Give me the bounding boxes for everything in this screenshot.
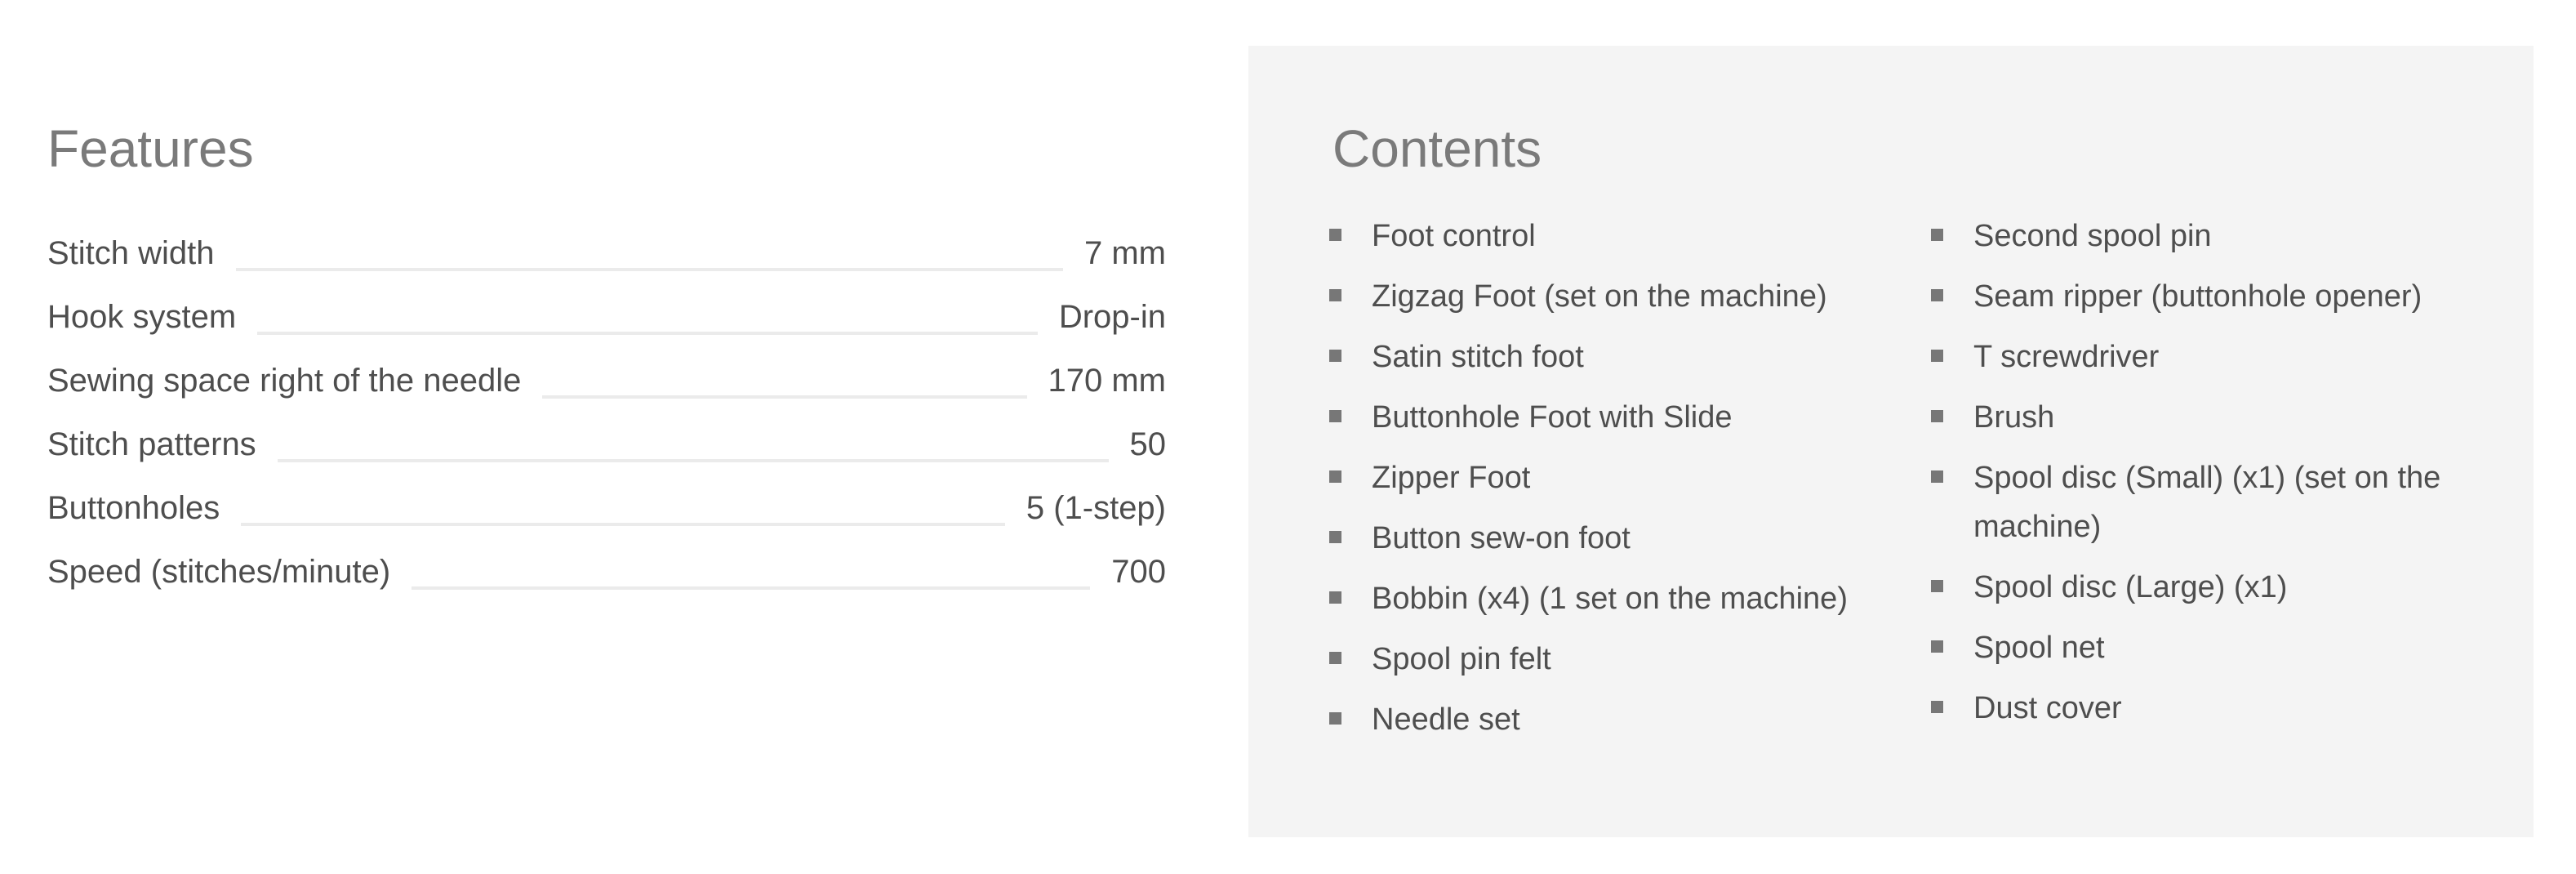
features-spec-table [47, 206, 1166, 588]
spec-value: 5 (1-step) [1026, 490, 1166, 526]
contents-item-label: Brush [1973, 400, 2055, 435]
bullet-square-icon [1931, 289, 1943, 301]
leader-line [241, 523, 1005, 526]
features-section [47, 119, 1166, 590]
spec-label: Stitch width [47, 235, 215, 271]
bullet-square-icon [1329, 229, 1341, 241]
features-heading: Features [47, 119, 254, 178]
contents-item [1329, 453, 1950, 502]
contents-item [1931, 393, 2476, 442]
contents-item-label: Satin stitch foot [1372, 340, 1584, 374]
spec-value: 700 [1111, 554, 1166, 590]
bullet-square-icon [1931, 580, 1943, 592]
spec-row [47, 270, 1166, 333]
bullet-square-icon [1931, 229, 1943, 241]
contents-item [1931, 563, 2476, 612]
contents-item-label: Bobbin (x4) (1 set on the machine) [1372, 582, 1848, 616]
leader-line [257, 332, 1038, 335]
contents-item [1329, 514, 1950, 563]
bullet-square-icon [1329, 350, 1341, 362]
contents-item-label: Button sew-on foot [1372, 521, 1631, 555]
contents-item [1931, 623, 2476, 672]
bullet-square-icon [1931, 701, 1943, 713]
spec-label: Buttonholes [47, 490, 220, 526]
contents-item [1329, 393, 1950, 442]
contents-item-label: Foot control [1372, 219, 1536, 253]
contents-item-label: Seam ripper (buttonhole opener) [1973, 279, 2423, 314]
contents-item [1329, 695, 1950, 744]
contents-item-label: Spool net [1973, 631, 2105, 665]
contents-item [1931, 684, 2476, 733]
contents-panel [1248, 46, 2534, 837]
spec-label: Stitch patterns [47, 426, 256, 462]
contents-item [1931, 212, 2476, 261]
leader-line [278, 459, 1109, 462]
contents-heading: Contents [1332, 119, 1542, 178]
contents-item [1329, 635, 1950, 684]
contents-item [1329, 574, 1950, 623]
spec-value: 7 mm [1084, 235, 1166, 271]
contents-item-label: Needle set [1372, 702, 1520, 737]
bullet-square-icon [1329, 410, 1341, 422]
bullet-square-icon [1931, 470, 1943, 483]
bullet-square-icon [1329, 531, 1341, 543]
bullet-square-icon [1329, 591, 1341, 604]
contents-item-label: Zigzag Foot (set on the machine) [1372, 279, 1827, 314]
bullet-square-icon [1931, 640, 1943, 653]
contents-item-label: Dust cover [1973, 691, 2122, 725]
contents-item [1329, 332, 1950, 381]
spec-value: Drop-in [1058, 299, 1166, 335]
spec-label: Sewing space right of the needle [47, 363, 522, 399]
contents-item-label: Spool pin felt [1372, 642, 1551, 676]
spec-row [47, 206, 1166, 270]
spec-label: Speed (stitches/minute) [47, 554, 391, 590]
contents-item-label: Buttonhole Foot with Slide [1372, 400, 1733, 435]
spec-value: 50 [1129, 426, 1166, 462]
contents-item-label: Zipper Foot [1372, 461, 1531, 495]
bullet-square-icon [1329, 712, 1341, 725]
spec-row [47, 397, 1166, 461]
leader-line [236, 268, 1063, 271]
contents-item-label: Spool disc (Small) (x1) (set on the machine) [1973, 461, 2441, 544]
leader-line [412, 586, 1090, 590]
contents-item [1931, 453, 2476, 551]
spec-value: 170 mm [1048, 363, 1166, 399]
contents-item [1329, 272, 1950, 321]
bullet-square-icon [1329, 470, 1341, 483]
contents-item-label: Spool disc (Large) (x1) [1973, 570, 2288, 604]
bullet-square-icon [1931, 350, 1943, 362]
bullet-square-icon [1931, 410, 1943, 422]
bullet-square-icon [1329, 289, 1341, 301]
contents-column-left [1329, 212, 1950, 756]
bullet-square-icon [1329, 652, 1341, 664]
spec-row [47, 461, 1166, 524]
spec-row [47, 524, 1166, 588]
leader-line [542, 395, 1026, 399]
spec-row [47, 333, 1166, 397]
contents-item-label: Second spool pin [1973, 219, 2212, 253]
spec-label: Hook system [47, 299, 237, 335]
contents-item-label: T screwdriver [1973, 340, 2160, 374]
contents-item [1931, 272, 2476, 321]
contents-item [1931, 332, 2476, 381]
contents-column-right [1931, 212, 2476, 744]
contents-item [1329, 212, 1950, 261]
